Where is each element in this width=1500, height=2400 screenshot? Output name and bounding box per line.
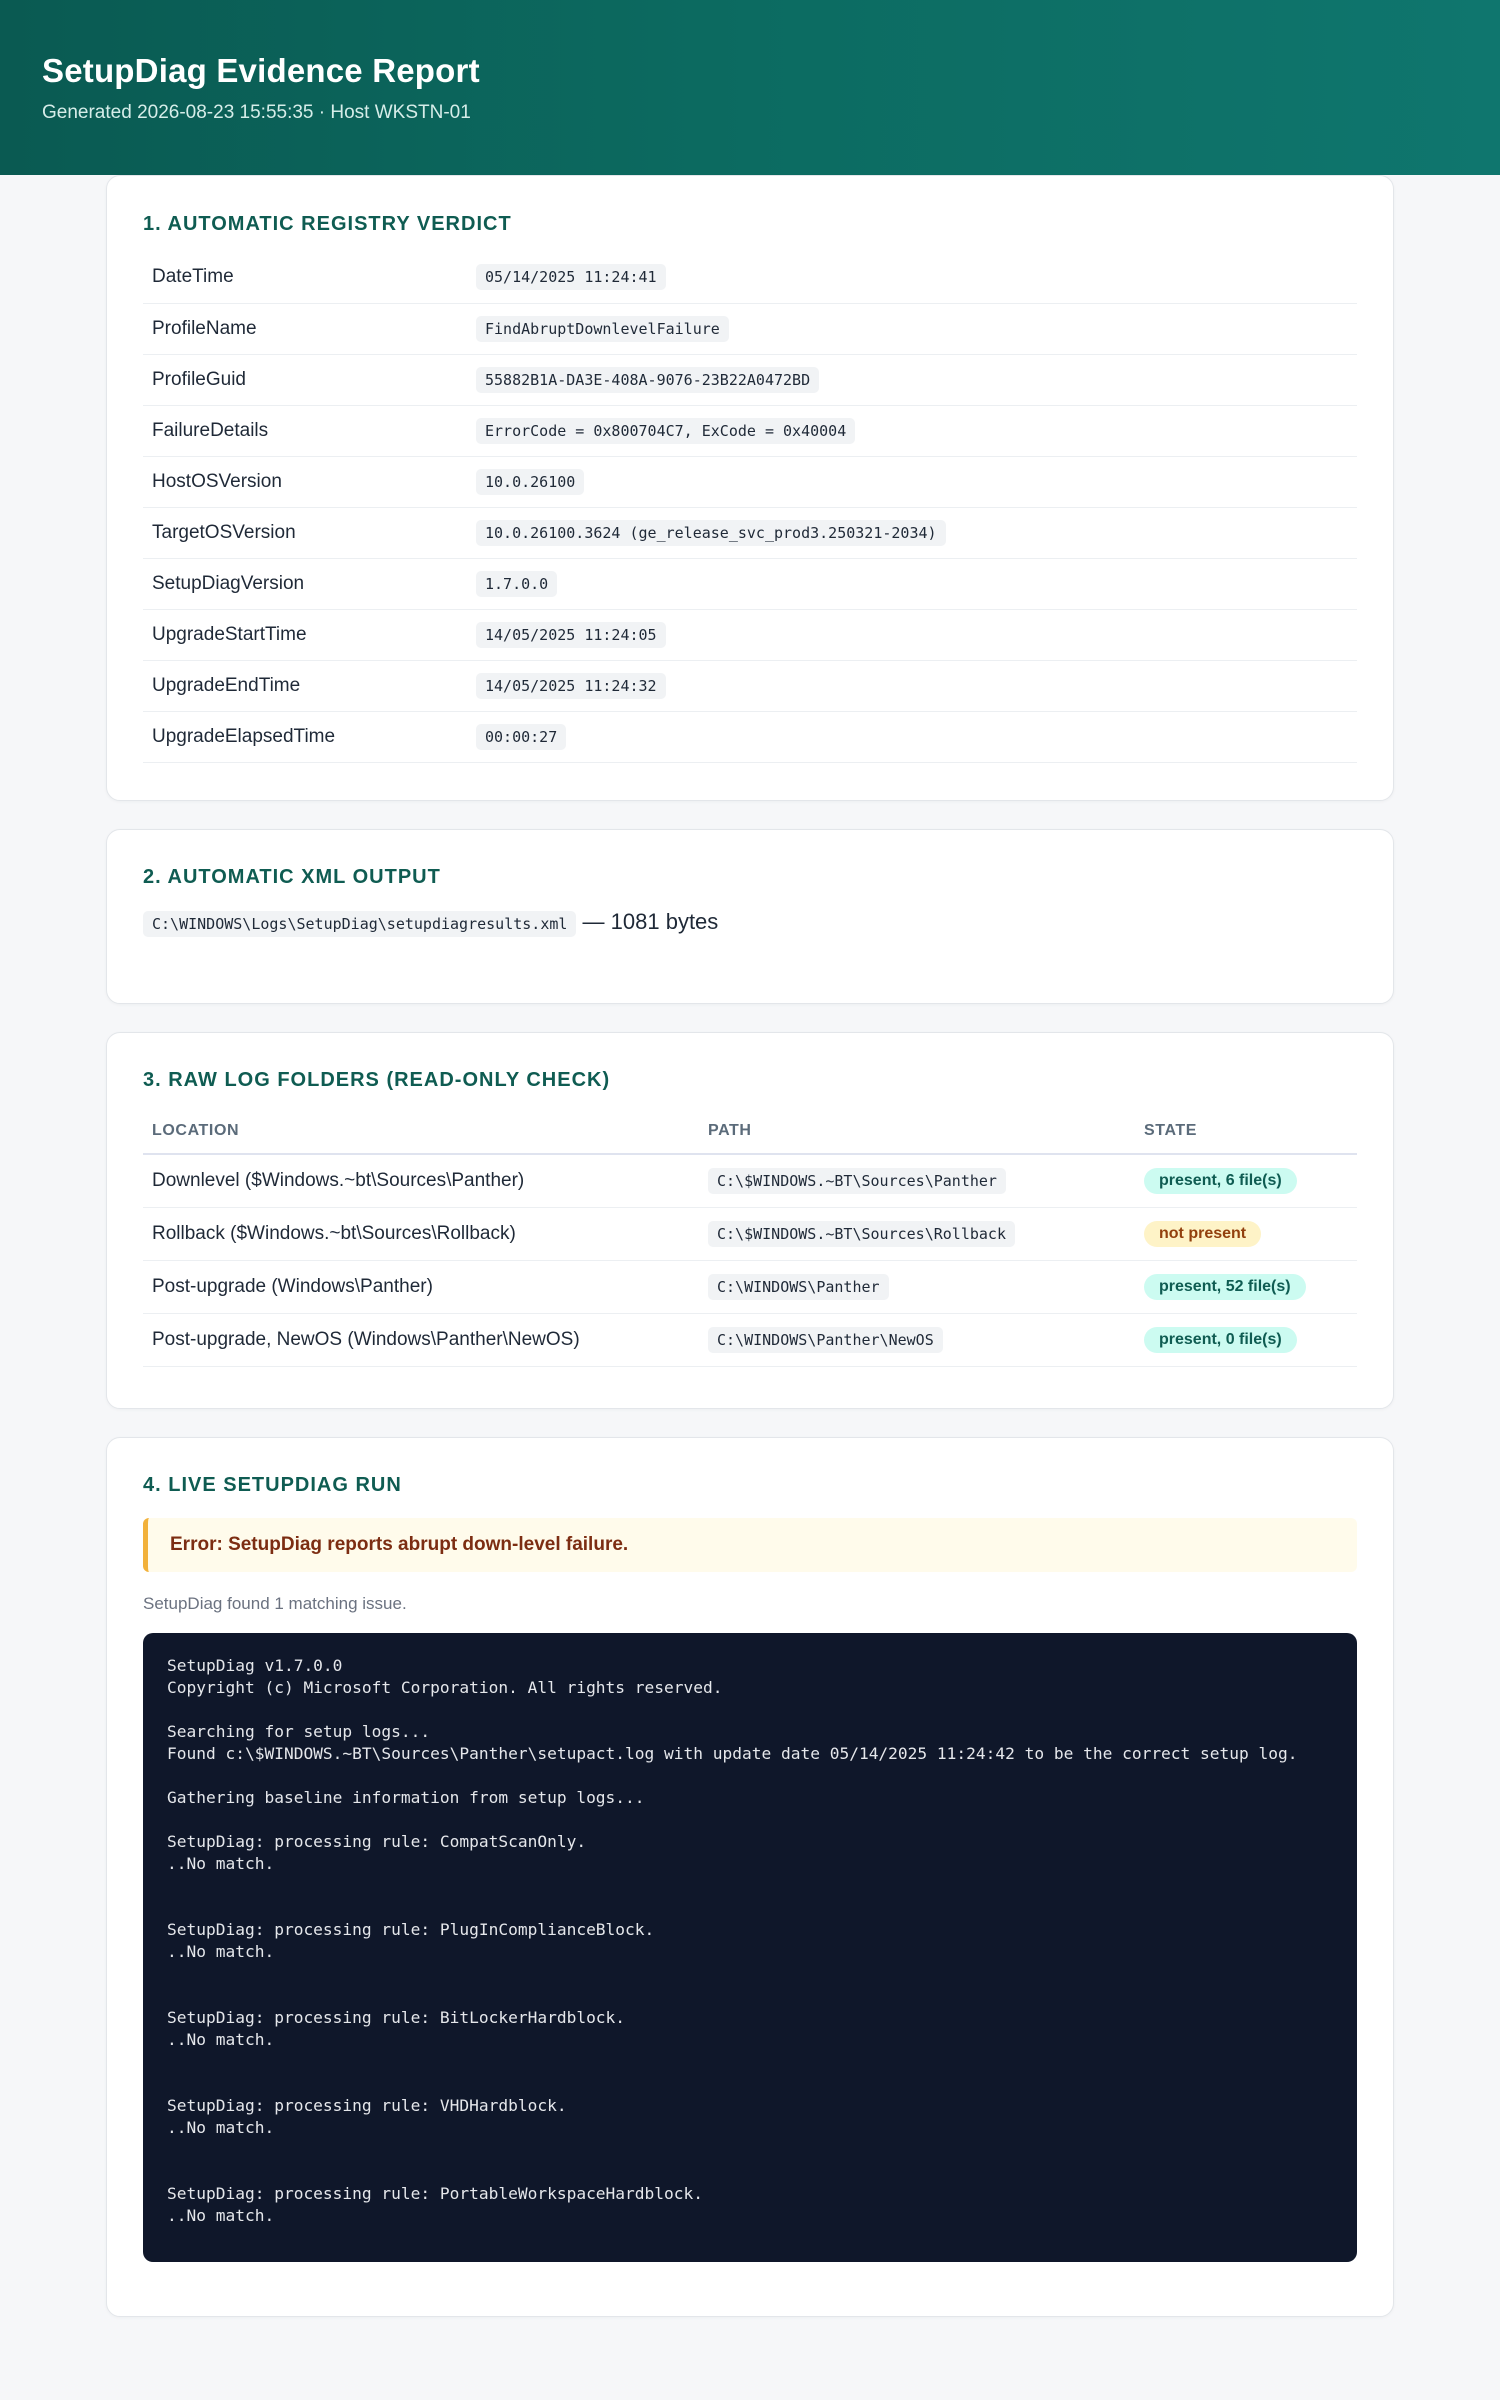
- match-note: SetupDiag found 1 matching issue.: [143, 1594, 407, 1613]
- xml-path[interactable]: C:\WINDOWS\Logs\SetupDiag\setupdiagresults.xml: [143, 911, 576, 937]
- registry-row: [143, 609, 1357, 660]
- folder-path-cell: [699, 1154, 1135, 1207]
- xml-output-line: [143, 909, 1357, 937]
- folder-path-cell: [699, 1260, 1135, 1313]
- registry-table: [143, 252, 1357, 763]
- registry-value-cell: [476, 252, 1357, 303]
- folder-path[interactable]: C:\$WINDOWS.~BT\Sources\Panther: [708, 1168, 1006, 1194]
- registry-row: [143, 354, 1357, 405]
- folder-state-cell: [1135, 1260, 1357, 1313]
- registry-row: [143, 405, 1357, 456]
- registry-value-cell: [476, 711, 1357, 762]
- report-header: [0, 0, 1500, 175]
- table-row: [143, 1313, 1357, 1366]
- folder-location: Rollback ($Windows.~bt\Sources\Rollback): [143, 1207, 699, 1260]
- status-badge: not present: [1144, 1221, 1261, 1247]
- registry-key: ProfileGuid: [143, 354, 476, 405]
- section-title: 2. AUTOMATIC XML OUTPUT: [143, 866, 441, 888]
- report-subtitle: Generated 2026-08-23 15:55:35 · Host WKSTN-01: [42, 102, 471, 123]
- table-row: [143, 1154, 1357, 1207]
- registry-row: [143, 252, 1357, 303]
- registry-key: UpgradeStartTime: [143, 609, 476, 660]
- registry-value-cell: [476, 354, 1357, 405]
- registry-value-cell: [476, 303, 1357, 354]
- registry-value-cell: [476, 456, 1357, 507]
- registry-value: 14/05/2025 11:24:32: [476, 673, 666, 699]
- registry-value: ErrorCode = 0x800704C7, ExCode = 0x40004: [476, 418, 855, 444]
- registry-value: 10.0.26100.3624 (ge_release_svc_prod3.250321-2034): [476, 520, 946, 546]
- folder-location: Post-upgrade, NewOS (Windows\Panther\NewOS): [143, 1313, 699, 1366]
- registry-row: [143, 507, 1357, 558]
- registry-value-cell: [476, 660, 1357, 711]
- registry-value-cell: [476, 507, 1357, 558]
- report-title: SetupDiag Evidence Report: [42, 52, 480, 89]
- registry-value-cell: [476, 609, 1357, 660]
- column-header-path: PATH: [699, 1108, 1135, 1154]
- folder-path-cell: [699, 1207, 1135, 1260]
- registry-row: [143, 558, 1357, 609]
- live-run-card: [106, 1437, 1394, 2317]
- registry-key: SetupDiagVersion: [143, 558, 476, 609]
- table-row: [143, 1207, 1357, 1260]
- registry-row: [143, 303, 1357, 354]
- log-folders-table: [143, 1108, 1357, 1367]
- section-title: 1. AUTOMATIC REGISTRY VERDICT: [143, 213, 512, 235]
- registry-value: FindAbruptDownlevelFailure: [476, 316, 729, 342]
- registry-key: TargetOSVersion: [143, 507, 476, 558]
- registry-row: [143, 456, 1357, 507]
- registry-value: 1.7.0.0: [476, 571, 557, 597]
- registry-key: DateTime: [143, 252, 476, 303]
- registry-verdict-card: [106, 175, 1394, 801]
- status-badge: present, 6 file(s): [1144, 1168, 1297, 1194]
- registry-value: 10.0.26100: [476, 469, 584, 495]
- console-output[interactable]: SetupDiag v1.7.0.0 Copyright (c) Microsoft Corporation. All rights reserved. Searching for setup logs... Found c:\$WINDOWS.~BT\Sources\Panther\setupact.log with update date 05/14/2025 11:24:42 to be the correct setup log. Gathering baseline information from setup logs... SetupDiag: processing rule: CompatScanOnly. ..No match. SetupDiag: processing rule: PlugInComplianceBlock. ..No match. SetupDiag: processing rule: BitLockerHardblock. ..No match. SetupDiag: processing rule: VHDHardblock. ..No match. SetupDiag: processing rule: PortableWorkspaceHardblock. ..No match.: [143, 1633, 1357, 2262]
- registry-value: 00:00:27: [476, 724, 566, 750]
- table-row: [143, 1260, 1357, 1313]
- folder-location: Downlevel ($Windows.~bt\Sources\Panther): [143, 1154, 699, 1207]
- folder-state-cell: [1135, 1154, 1357, 1207]
- registry-value: 14/05/2025 11:24:05: [476, 622, 666, 648]
- xml-output-card: [106, 829, 1394, 1004]
- folder-path[interactable]: C:\$WINDOWS.~BT\Sources\Rollback: [708, 1221, 1015, 1247]
- registry-row: [143, 711, 1357, 762]
- registry-row: [143, 660, 1357, 711]
- registry-value-cell: [476, 405, 1357, 456]
- folder-state-cell: [1135, 1313, 1357, 1366]
- registry-value-cell: [476, 558, 1357, 609]
- registry-key: UpgradeEndTime: [143, 660, 476, 711]
- registry-key: FailureDetails: [143, 405, 476, 456]
- log-folders-card: [106, 1032, 1394, 1409]
- status-badge: present, 0 file(s): [1144, 1327, 1297, 1353]
- registry-key: UpgradeElapsedTime: [143, 711, 476, 762]
- folder-path-cell: [699, 1313, 1135, 1366]
- registry-value: 05/14/2025 11:24:41: [476, 264, 666, 290]
- registry-key: HostOSVersion: [143, 456, 476, 507]
- column-header-location: LOCATION: [143, 1108, 699, 1154]
- xml-size: — 1081 bytes: [582, 909, 719, 934]
- folder-location: Post-upgrade (Windows\Panther): [143, 1260, 699, 1313]
- section-title: 4. LIVE SETUPDIAG RUN: [143, 1474, 402, 1496]
- table-header-row: [143, 1108, 1357, 1154]
- section-title: 3. RAW LOG FOLDERS (READ-ONLY CHECK): [143, 1069, 611, 1091]
- column-header-state: STATE: [1135, 1108, 1357, 1154]
- registry-value: 55882B1A-DA3E-408A-9076-23B22A0472BD: [476, 367, 819, 393]
- folder-path[interactable]: C:\WINDOWS\Panther: [708, 1274, 889, 1300]
- folder-state-cell: [1135, 1207, 1357, 1260]
- registry-key: ProfileName: [143, 303, 476, 354]
- folder-path[interactable]: C:\WINDOWS\Panther\NewOS: [708, 1327, 943, 1353]
- error-alert: Error: SetupDiag reports abrupt down-level failure.: [143, 1518, 1357, 1572]
- status-badge: present, 52 file(s): [1144, 1274, 1306, 1300]
